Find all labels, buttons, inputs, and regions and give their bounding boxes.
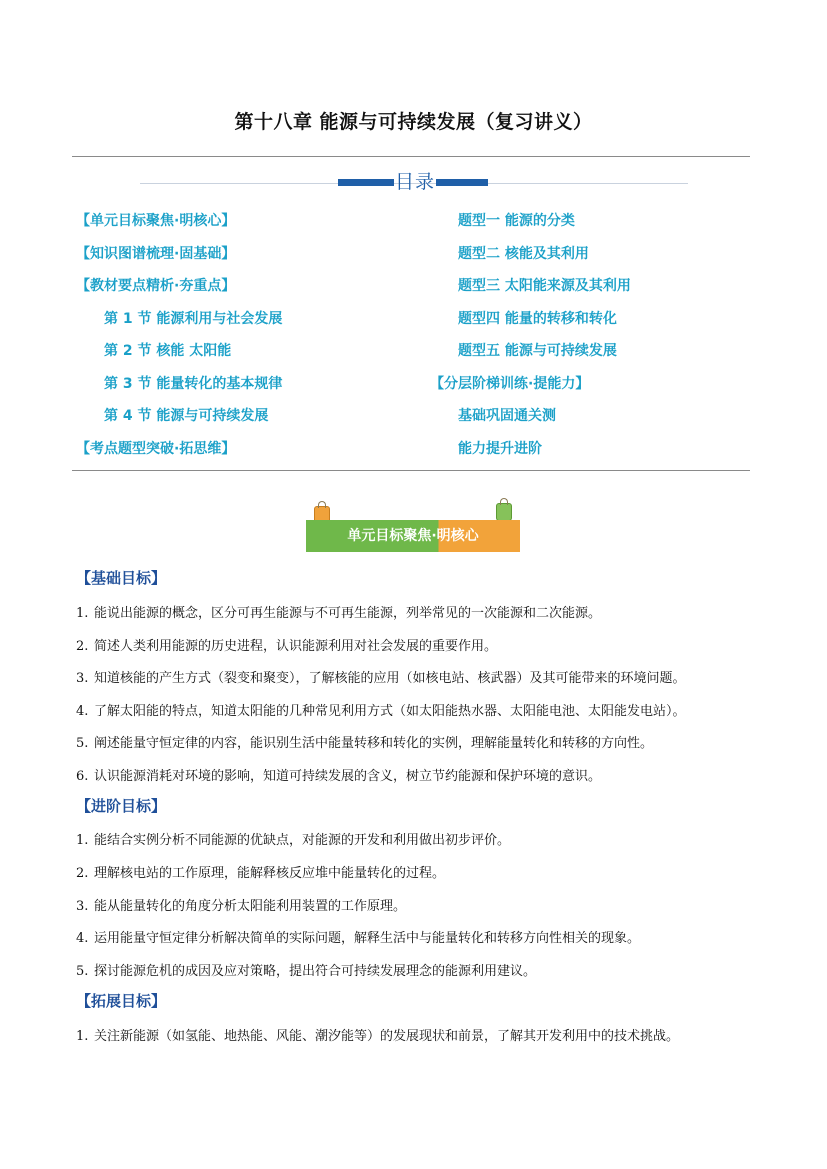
list-item-text: 关注新能源（如氢能、地热能、风能、潮汐能等）的发展现状和前景，了解其开发利用中的技术挑战。 <box>94 1029 680 1044</box>
list-item-text: 能结合实例分析不同能源的优缺点，对能源的开发和利用做出初步评价。 <box>94 833 511 848</box>
list-item-text: 知道核能的产生方式（裂变和聚变），了解核能的应用（如核电站、核武器）及其可能带来的环境问题。 <box>94 671 686 686</box>
toc-link-type-2[interactable]: 题型二 核能及其利用 <box>458 246 589 262</box>
toc-banner <box>140 167 688 195</box>
list-item: 3. 能从能量转化的角度分析太阳能利用装置的工作原理。 <box>76 899 407 914</box>
list-item: 2. 理解核电站的工作原理，能解释核反应堆中能量转化的过程。 <box>76 866 446 881</box>
toc-link-unit-goals[interactable]: 【单元目标聚焦·明核心】 <box>76 213 236 229</box>
title-divider <box>72 156 750 157</box>
toc-link-textbook-points[interactable]: 【教材要点精析·夯重点】 <box>76 278 236 294</box>
toc-link-type-3[interactable]: 题型三 太阳能来源及其利用 <box>458 278 631 294</box>
toc-heading: 目录 <box>394 171 435 193</box>
basic-goals-heading: 【基础目标】 <box>76 569 167 587</box>
toc-link-knowledge-map[interactable]: 【知识图谱梳理·固基础】 <box>76 246 236 262</box>
toc-link-tiered-training[interactable]: 【分层阶梯训练·提能力】 <box>430 376 590 392</box>
toc-link-question-types[interactable]: 【考点题型突破·拓思维】 <box>76 441 236 457</box>
list-item: 1. 能说出能源的概念，区分可再生能源与不可再生能源，列举常见的一次能源和二次能源。 <box>76 606 602 621</box>
toc-banner-bar-right <box>436 179 488 186</box>
extended-goals-heading: 【拓展目标】 <box>76 992 167 1010</box>
section-banner <box>306 520 520 552</box>
toc-link-advanced[interactable]: 能力提升进阶 <box>458 441 542 457</box>
list-item-text: 简述人类利用能源的历史进程，认识能源利用对社会发展的重要作用。 <box>94 639 498 654</box>
list-item-text: 运用能量守恒定律分析解决简单的实际问题，解释生活中与能量转化和转移方向性相关的现象。 <box>94 931 641 946</box>
list-item: 3. 知道核能的产生方式（裂变和聚变），了解核能的应用（如核电站、核武器）及其可能带来的环境问题。 <box>76 671 686 686</box>
list-item: 4. 运用能量守恒定律分析解决简单的实际问题，解释生活中与能量转化和转移方向性相关的现象。 <box>76 931 641 946</box>
toc-link-type-4[interactable]: 题型四 能量的转移和转化 <box>458 311 617 327</box>
list-item: 1. 关注新能源（如氢能、地热能、风能、潮汐能等）的发展现状和前景，了解其开发利用中的技术挑战。 <box>76 1029 680 1044</box>
advanced-goals-heading: 【进阶目标】 <box>76 797 167 815</box>
list-item: 4. 了解太阳能的特点，知道太阳能的几种常见利用方式（如太阳能热水器、太阳能电池、太阳能发电站）。 <box>76 704 686 719</box>
toc-link-section-4[interactable]: 第 4 节 能源与可持续发展 <box>104 408 269 424</box>
list-item: 5. 阐述能量守恒定律的内容，能识别生活中能量转移和转化的实例，理解能量转化和转移的方向性。 <box>76 736 654 751</box>
list-item-text: 探讨能源危机的成因及应对策略，提出符合可持续发展理念的能源利用建议。 <box>94 964 537 979</box>
list-item: 5. 探讨能源危机的成因及应对策略，提出符合可持续发展理念的能源利用建议。 <box>76 964 537 979</box>
list-item-text: 阐述能量守恒定律的内容，能识别生活中能量转移和转化的实例，理解能量转化和转移的方向性。 <box>94 736 654 751</box>
toc-link-section-2[interactable]: 第 2 节 核能 太阳能 <box>104 343 232 359</box>
list-item: 1. 能结合实例分析不同能源的优缺点，对能源的开发和利用做出初步评价。 <box>76 833 511 848</box>
list-item-text: 认识能源消耗对环境的影响，知道可持续发展的含义，树立节约能源和保护环境的意识。 <box>94 769 602 784</box>
list-item-text: 理解核电站的工作原理，能解释核反应堆中能量转化的过程。 <box>94 866 446 881</box>
toc-divider <box>72 470 750 471</box>
toc-link-basic-test[interactable]: 基础巩固通关测 <box>458 408 556 424</box>
toc-link-type-1[interactable]: 题型一 能源的分类 <box>458 213 575 229</box>
list-item-text: 能说出能源的概念，区分可再生能源与不可再生能源，列举常见的一次能源和二次能源。 <box>94 606 602 621</box>
list-item: 2. 简述人类利用能源的历史进程，认识能源利用对社会发展的重要作用。 <box>76 639 498 654</box>
toc-banner-bar-left <box>338 179 394 186</box>
binder-clip-icon <box>496 503 512 521</box>
list-item-text: 能从能量转化的角度分析太阳能利用装置的工作原理。 <box>94 899 407 914</box>
list-item: 6. 认识能源消耗对环境的影响，知道可持续发展的含义，树立节约能源和保护环境的意识。 <box>76 769 602 784</box>
toc-link-section-1[interactable]: 第 1 节 能源利用与社会发展 <box>104 311 283 327</box>
page-title: 第十八章 能源与可持续发展（复习讲义） <box>234 111 593 133</box>
list-item-text: 了解太阳能的特点，知道太阳能的几种常见利用方式（如太阳能热水器、太阳能电池、太阳能发电站）。 <box>94 704 686 719</box>
toc-link-type-5[interactable]: 题型五 能源与可持续发展 <box>458 343 617 359</box>
banner-accent: ·明核心 <box>431 528 479 544</box>
toc-link-section-3[interactable]: 第 3 节 能量转化的基本规律 <box>104 376 283 392</box>
banner-label: 单元目标聚焦 <box>347 528 432 544</box>
